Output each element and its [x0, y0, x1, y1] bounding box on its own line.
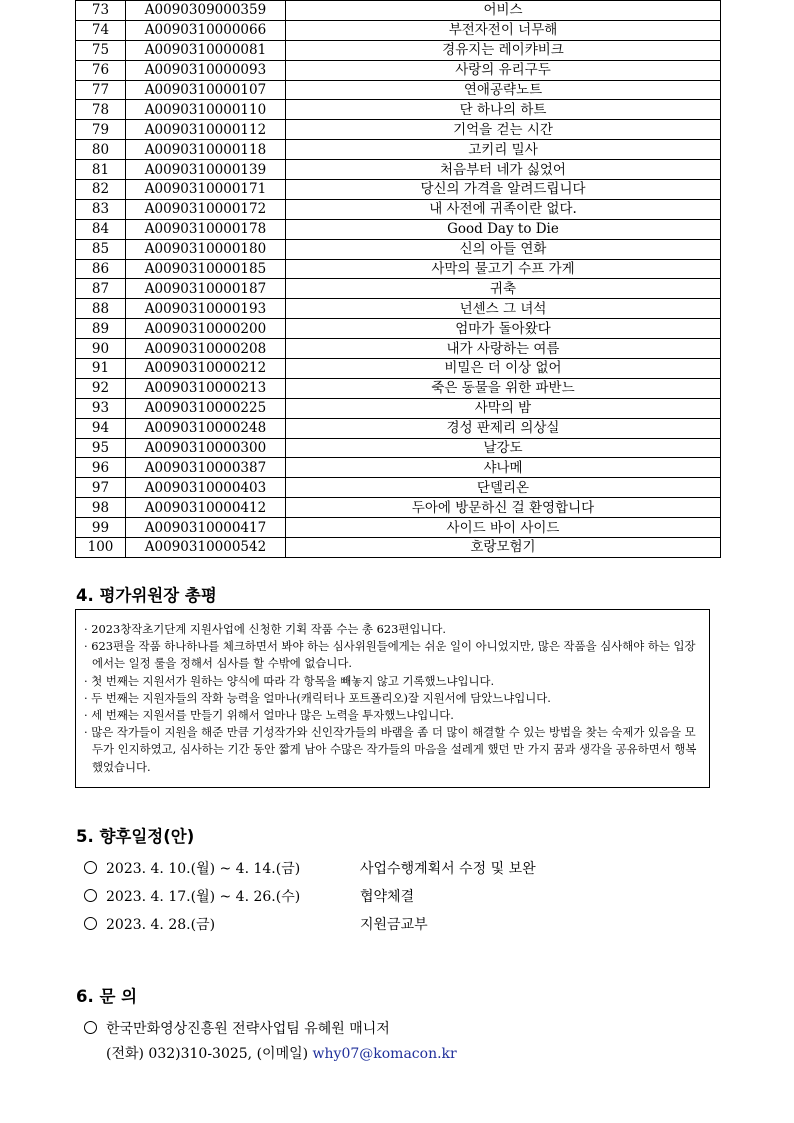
row-number: 97: [76, 478, 126, 498]
schedule-date: 2023. 4. 28.(금): [106, 917, 216, 933]
row-number: 74: [76, 20, 126, 40]
work-title: 연애공략노트: [286, 80, 721, 100]
row-number: 95: [76, 438, 126, 458]
work-title: Good Day to Die: [286, 219, 721, 239]
row-number: 73: [76, 1, 126, 21]
schedule-item: [84, 886, 414, 906]
application-id: A0090310000542: [126, 538, 286, 558]
table-row: [76, 219, 721, 239]
review-paragraph: · 두 번째는 지원자들의 작화 능력을 얼마나(캐릭터나 포트폴리오)잘 지원서에 담았느냐입니다.: [84, 690, 551, 705]
work-title: 부전자전이 너무해: [286, 20, 721, 40]
row-number: 88: [76, 299, 126, 319]
review-box: [75, 609, 710, 788]
review-paragraph: · 세 번째는 지원서를 만들기 위해서 얼마나 많은 노력을 투자했느냐입니다.: [84, 708, 454, 723]
email-link[interactable]: why07@komacon.kr: [312, 1046, 457, 1062]
table-row: [76, 299, 721, 319]
row-number: 87: [76, 279, 126, 299]
application-id: A0090310000200: [126, 319, 286, 339]
row-number: 91: [76, 359, 126, 379]
table-row: [76, 279, 721, 299]
row-number: 77: [76, 80, 126, 100]
work-title: 사이드 바이 사이드: [286, 518, 721, 538]
application-id: A0090310000403: [126, 478, 286, 498]
work-title: 내가 사랑하는 여름: [286, 339, 721, 359]
section4-title: 4. 평가위원장 총평: [76, 586, 217, 605]
work-title: 어비스: [286, 1, 721, 21]
table-row: [76, 239, 721, 259]
table-row: [76, 398, 721, 418]
row-number: 90: [76, 339, 126, 359]
application-id: A0090310000139: [126, 160, 286, 180]
table-row: [76, 478, 721, 498]
table-row: [76, 498, 721, 518]
application-id: A0090310000110: [126, 100, 286, 120]
work-title: 호랑모험기: [286, 538, 721, 558]
row-number: 79: [76, 120, 126, 140]
applicant-table: [75, 0, 721, 558]
table-row: [76, 180, 721, 200]
table-row: [76, 1, 721, 21]
row-number: 83: [76, 199, 126, 219]
work-title: 신의 아들 연화: [286, 239, 721, 259]
row-number: 80: [76, 140, 126, 160]
application-id: A0090310000180: [126, 239, 286, 259]
table-row: [76, 160, 721, 180]
application-id: A0090310000112: [126, 120, 286, 140]
table-row: [76, 518, 721, 538]
work-title: 샤나메: [286, 458, 721, 478]
application-id: A0090310000066: [126, 20, 286, 40]
section6-title: 6. 문 의: [76, 987, 138, 1006]
table-row: [76, 359, 721, 379]
row-number: 81: [76, 160, 126, 180]
circle-bullet-icon: [84, 889, 97, 902]
application-id: A0090310000172: [126, 199, 286, 219]
application-id: A0090310000171: [126, 180, 286, 200]
review-paragraph: · 많은 작가들이 지원을 해준 만큼 기성작가와 신인작가들의 바램을 좀 더 많이 해결할 수 있는 방법을 찾는 숙제가 있음을 모두가 인지하였고, 심사하는 기간 동안 짧게 남아 수많은 작가들의 마음을 설레게 했던 만 가지 꿈과 생각을 공유하면서 행복했었습니다.: [84, 725, 697, 774]
work-title: 단 하나의 하트: [286, 100, 721, 120]
schedule-task: 사업수행계획서 수정 및 보완: [360, 861, 536, 877]
row-number: 93: [76, 398, 126, 418]
row-number: 96: [76, 458, 126, 478]
table-row: [76, 199, 721, 219]
review-paragraph: · 623편을 작품 하나하나를 체크하면서 봐야 하는 심사위원들에게는 쉬운 일이 아니었지만, 많은 작품을 심사해야 하는 입장에서는 일정 룰을 정해서 심사를 할 수밖에 없습니다.: [84, 639, 696, 671]
row-number: 85: [76, 239, 126, 259]
work-title: 날강도: [286, 438, 721, 458]
application-id: A0090310000093: [126, 60, 286, 80]
row-number: 75: [76, 40, 126, 60]
row-number: 76: [76, 60, 126, 80]
review-paragraph: · 2023창작초기단계 지원사업에 신청한 기획 작품 수는 총 623편입니다.: [84, 622, 447, 636]
schedule-task: 지원금교부: [360, 917, 428, 933]
work-title: 당신의 가격을 알려드립니다: [286, 180, 721, 200]
application-id: A0090310000107: [126, 80, 286, 100]
work-title: 처음부터 네가 싫었어: [286, 160, 721, 180]
section5-title: 5. 향후일정(안): [76, 827, 195, 846]
work-title: 경성 판제리 의상실: [286, 418, 721, 438]
row-number: 86: [76, 259, 126, 279]
review-paragraph: · 첫 번째는 지원서가 원하는 양식에 따라 각 항목을 빼놓지 않고 기록했느냐입니다.: [84, 673, 495, 688]
schedule-date: 2023. 4. 10.(월) ~ 4. 14.(금): [106, 861, 301, 877]
circle-bullet-icon: [84, 1021, 97, 1034]
work-title: 사랑의 유리구두: [286, 60, 721, 80]
table-row: [76, 40, 721, 60]
application-id: A0090310000212: [126, 359, 286, 379]
work-title: 넌센스 그 녀석: [286, 299, 721, 319]
row-number: 92: [76, 378, 126, 398]
application-id: A0090310000300: [126, 438, 286, 458]
row-number: 98: [76, 498, 126, 518]
application-id: A0090310000225: [126, 398, 286, 418]
application-id: A0090310000208: [126, 339, 286, 359]
table-row: [76, 100, 721, 120]
phone-line: (전화) 032)310-3025, (이메일): [106, 1046, 313, 1062]
circle-bullet-icon: [84, 917, 97, 930]
application-id: A0090310000213: [126, 378, 286, 398]
work-title: 두아에 방문하신 걸 환영합니다: [286, 498, 721, 518]
application-id: A0090310000187: [126, 279, 286, 299]
table-row: [76, 418, 721, 438]
circle-bullet-icon: [84, 861, 97, 874]
application-id: A0090309000359: [126, 1, 286, 21]
row-number: 89: [76, 319, 126, 339]
contact-line: 한국만화영상진흥원 전략사업팀 유혜원 매니저: [106, 1021, 390, 1037]
work-title: 사막의 물고기 수프 가게: [286, 259, 721, 279]
row-number: 78: [76, 100, 126, 120]
row-number: 82: [76, 180, 126, 200]
application-id: A0090310000178: [126, 219, 286, 239]
table-row: [76, 458, 721, 478]
schedule-date: 2023. 4. 17.(월) ~ 4. 26.(수): [106, 889, 301, 905]
table-row: [76, 20, 721, 40]
work-title: 단델리온: [286, 478, 721, 498]
table-row: [76, 140, 721, 160]
application-id: A0090310000248: [126, 418, 286, 438]
schedule-task: 협약체결: [360, 889, 415, 905]
table-row: [76, 120, 721, 140]
application-id: A0090310000118: [126, 140, 286, 160]
work-title: 비밀은 더 이상 없어: [286, 359, 721, 379]
table-row: [76, 319, 721, 339]
application-id: A0090310000185: [126, 259, 286, 279]
row-number: 84: [76, 219, 126, 239]
work-title: 귀축: [286, 279, 721, 299]
work-title: 경유지는 레이캬비크: [286, 40, 721, 60]
table-row: [76, 438, 721, 458]
application-id: A0090310000387: [126, 458, 286, 478]
table-row: [76, 339, 721, 359]
table-row: [76, 60, 721, 80]
application-id: A0090310000193: [126, 299, 286, 319]
row-number: 99: [76, 518, 126, 538]
contact-block: [84, 1017, 457, 1067]
application-id: A0090310000417: [126, 518, 286, 538]
work-title: 고키리 밀사: [286, 140, 721, 160]
work-title: 기억을 걷는 시간: [286, 120, 721, 140]
schedule-item: [84, 858, 536, 878]
work-title: 엄마가 돌아왔다: [286, 319, 721, 339]
table-row: [76, 378, 721, 398]
row-number: 94: [76, 418, 126, 438]
work-title: 내 사전에 귀족이란 없다.: [286, 199, 721, 219]
table-row: [76, 259, 721, 279]
table-row: [76, 538, 721, 558]
schedule-item: [84, 914, 428, 934]
application-id: A0090310000412: [126, 498, 286, 518]
application-id: A0090310000081: [126, 40, 286, 60]
work-title: 사막의 밤: [286, 398, 721, 418]
table-row: [76, 80, 721, 100]
work-title: 죽은 동물을 위한 파반느: [286, 378, 721, 398]
row-number: 100: [76, 538, 126, 558]
